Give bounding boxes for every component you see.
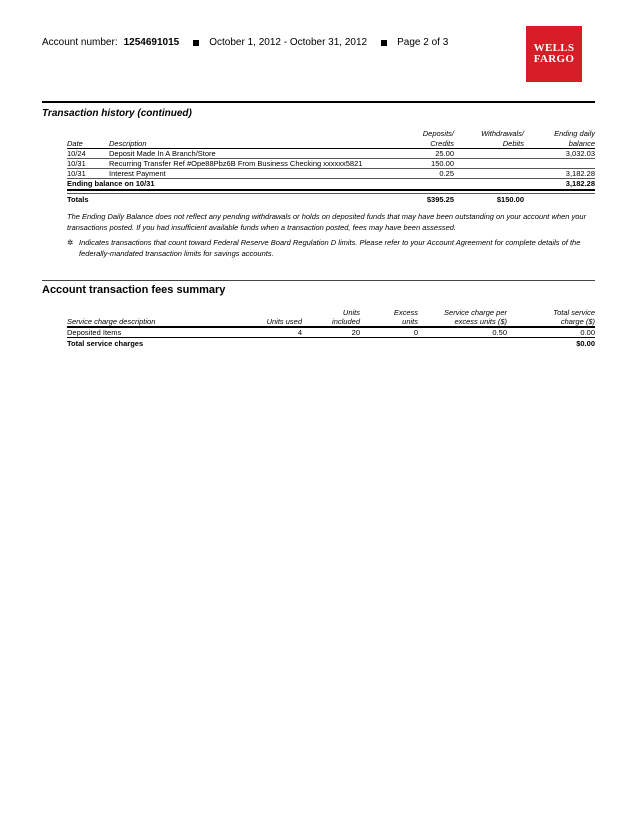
column-header-credits: Credits [407,138,454,148]
row-description: Deposited Items [67,328,122,337]
row-balance [524,158,595,168]
row-credit: 150.00 [407,158,454,168]
totals-credits: $395.25 [407,193,454,206]
row-date: 10/24 [67,148,109,158]
column-header-description: Description [109,138,407,148]
fees-summary-table [67,307,595,349]
row-description: Interest Payment [109,168,407,178]
ending-balance-value: 3,182.28 [524,178,595,190]
row-debit [454,168,524,178]
total-service-charges-row [67,338,595,349]
totals-row [67,193,595,206]
column-header-excess: units [360,317,418,327]
row-date: 10/31 [67,168,109,178]
row-date: 10/31 [67,158,109,168]
row-description: Recurring Transfer Ref #Ope88Pbz6B From Business Checking xxxxxx5821 [109,158,407,168]
row-units-included: 20 [351,328,360,337]
table-row [67,327,595,338]
totals-debits: $150.00 [454,193,524,206]
ending-balance-note: The Ending Daily Balance does not reflect any pending withdrawals or holds on deposited funds that may have been outstanding on your account when your transactions posted. If you had insufficient available funds when a transaction posted, fees may have been assessed. [67,212,587,232]
column-header-balance: balance [524,138,595,148]
asterisk-icon: ✲ [67,238,74,247]
table-header-row [67,317,595,327]
row-units-used: 4 [297,328,302,337]
row-credit: 25.00 [407,148,454,158]
table-header-row [67,138,595,148]
account-number: 1254691015 [123,37,180,48]
row-debit [454,148,524,158]
row-balance: 3,182.28 [524,168,595,178]
totals-label: Totals [67,193,407,206]
total-service-charges-value: $0.00 [507,338,595,349]
row-charge-per: 0.50 [492,328,507,337]
column-header-date: Date [67,138,109,148]
table-header-row [67,307,595,317]
column-header-debits: Debits [454,138,524,148]
ending-balance-label: Ending balance on 10/31 [67,178,407,190]
section-divider [42,280,595,281]
transaction-history-title: Transaction history (continued) [42,108,192,119]
section-divider [42,101,595,103]
account-header [42,37,448,48]
regulation-d-note [67,237,587,259]
table-header-row [67,128,595,138]
statement-period: October 1, 2012 - October 31, 2012 [209,37,368,48]
column-header-units-included: included [302,317,360,327]
row-total: 0.00 [580,328,595,337]
column-header-charge-per: excess units ($) [418,317,507,327]
row-description: Deposit Made In A Branch/Store [109,148,407,158]
transaction-history-table [67,128,595,206]
logo-line-1: WELLS [533,42,575,54]
ending-balance-row [67,178,595,190]
regulation-d-text: Indicates transactions that count toward Federal Reserve Board Regulation D limits. Please refer to your Account Agreement for complete details of the federally-mandated transaction limits for savings accounts. [79,238,581,258]
column-header-credits: Deposits/ [422,129,454,138]
square-bullet-icon [381,40,387,46]
column-header-balance: Ending daily [554,129,595,138]
wells-fargo-logo [526,26,582,82]
table-row [67,148,595,158]
column-header-total: Total service [553,308,595,317]
row-excess: 0 [413,328,418,337]
account-number-label: Account number: [42,37,118,48]
logo-line-2: FARGO [533,53,575,65]
table-row [67,158,595,168]
total-service-charges-label: Total service charges [67,338,302,349]
column-header-total: charge ($) [507,317,595,327]
square-bullet-icon [193,40,199,46]
table-row [67,168,595,178]
column-header-excess: Excess [393,308,418,317]
column-header-charge-per: Service charge per [444,308,507,317]
column-header-units-used: Units used [234,317,302,327]
page-indicator: Page 2 of 3 [397,37,449,48]
row-credit: 0.25 [407,168,454,178]
column-header-description: Service charge description [67,317,234,327]
row-debit [454,158,524,168]
column-header-units-included: Units [342,308,360,317]
column-header-debits: Withdrawals/ [481,129,524,138]
row-balance: 3,032.03 [524,148,595,158]
fees-summary-title: Account transaction fees summary [42,284,226,296]
